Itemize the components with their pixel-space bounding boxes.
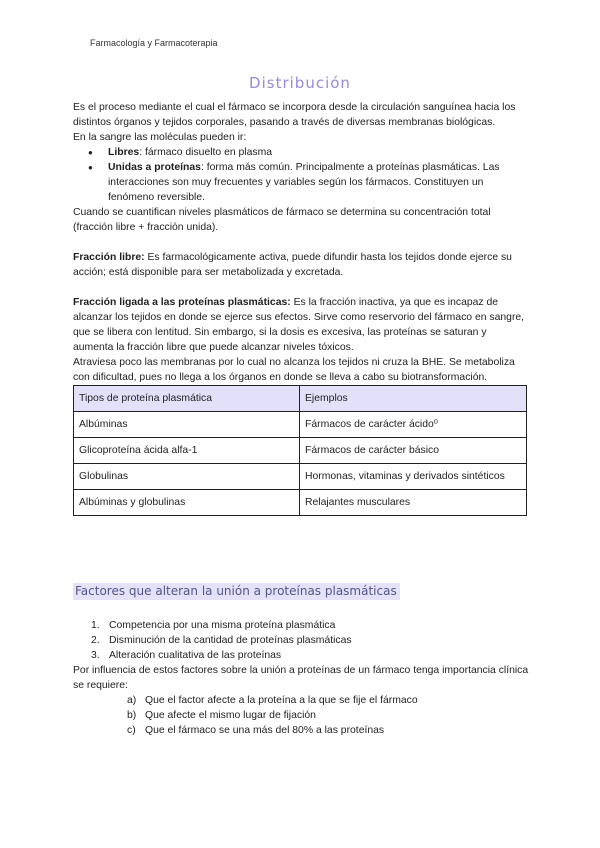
- item-number: 1.: [91, 620, 100, 631]
- table-row: [74, 464, 527, 490]
- fraccion-libre-paragraph: [73, 250, 528, 280]
- table-cell: Glicoproteína ácida alfa-1: [74, 438, 300, 464]
- list-item: [73, 160, 528, 205]
- table-row: [74, 490, 527, 516]
- table-cell: Albúminas y globulinas: [74, 490, 300, 516]
- item-text: Competencia por una misma proteína plasmática: [109, 620, 336, 631]
- intro-paragraph: Es el proceso mediante el cual el fármaco se incorpora desde la circulación sanguínea hacia los distintos órganos y tejidos corporales, pasando a través de diversas membranas biológicas.: [73, 102, 516, 128]
- table-cell: Globulinas: [74, 464, 300, 490]
- factors-section: [73, 618, 533, 738]
- protein-types-table: [73, 385, 527, 516]
- item-text: Que el fármaco se una más del 80% a las proteínas: [145, 725, 385, 736]
- intro-lead: En la sangre las moléculas pueden ir:: [73, 132, 247, 143]
- section-heading: Factores que alteran la unión a proteínas plasmáticas: [73, 583, 400, 600]
- table-cell: Fármacos de carácter ácido⁰: [300, 412, 527, 438]
- list-item: [73, 708, 533, 723]
- item-letter: c): [127, 725, 136, 736]
- item-letter: a): [127, 695, 137, 706]
- table-cell: Hormonas, vitaminas y derivados sintéticos: [300, 464, 527, 490]
- influence-paragraph: Por influencia de estos factores sobre la unión a proteínas de un fármaco tenga importancia clínica se requiere:: [73, 665, 529, 691]
- list-item: [73, 145, 528, 160]
- bullet-term: Libres: [108, 147, 140, 158]
- list-item: [73, 693, 533, 708]
- running-header: Farmacología y Farmacoterapia: [90, 38, 218, 48]
- table-cell: Fármacos de carácter básico: [300, 438, 527, 464]
- list-item: [73, 633, 533, 648]
- table-header-cell: Ejemplos: [300, 386, 527, 412]
- page-title: Distribución: [249, 74, 351, 92]
- list-item: [73, 618, 533, 633]
- item-number: 3.: [91, 650, 100, 661]
- item-text: Disminución de la cantidad de proteínas plasmáticas: [109, 635, 352, 646]
- quantification-paragraph: Cuando se cuantifican niveles plasmáticos de fármaco se determina su concentración total (fracción libre + fracción unida).: [73, 207, 491, 233]
- molecule-states-list: [73, 145, 528, 205]
- fraccion-libre-text: Es farmacológicamente activa, puede difundir hasta los tejidos donde ejerce su acción; está disponible para ser metabolizada y excretada.: [73, 252, 512, 278]
- item-letter: b): [127, 710, 137, 721]
- item-text: Que el factor afecte a la proteína a la que se fije el fármaco: [145, 695, 418, 706]
- bullet-term: Unidas a proteínas: [108, 162, 201, 173]
- fraccion-ligada-paragraph: [73, 295, 528, 355]
- table-row: [74, 412, 527, 438]
- requirements-list: [73, 693, 533, 738]
- bullet-text: : fármaco disuelto en plasma: [139, 147, 273, 158]
- item-text: Que afecte el mismo lugar de fijación: [145, 710, 316, 721]
- bullet-text: : forma más común. Principalmente a proteínas plasmáticas. Las interacciones son muy frecuentes y variables según los fármacos. Constituyen un fenómeno reversible.: [108, 162, 500, 203]
- table-header-cell: Tipos de proteína plasmática: [74, 386, 300, 412]
- fraccion-ligada-text: Es la fracción inactiva, ya que es incapaz de alcanzar los tejidos en donde se ejerce sus efectos. Sirve como reservorio del fármaco en sangre, que se libera con lentitud. Sin embargo, si la dosis es excesiva, las proteínas se saturan y aumenta la fracción libre que puede alcanzar niveles tóxicos.: [73, 297, 525, 353]
- table-header-row: [74, 386, 527, 412]
- factors-list: [73, 618, 533, 663]
- table-cell: Albúminas: [74, 412, 300, 438]
- list-item: [73, 723, 533, 738]
- table-cell: Relajantes musculares: [300, 490, 527, 516]
- fraccion-libre-label: Fracción libre:: [73, 252, 145, 263]
- fraccion-ligada-label: Fracción ligada a las proteínas plasmáticas:: [73, 297, 291, 308]
- table-row: [74, 438, 527, 464]
- item-number: 2.: [91, 635, 100, 646]
- list-item: [73, 648, 533, 663]
- main-body: [73, 100, 528, 516]
- fraccion-ligada-paragraph-2: Atraviesa poco las membranas por lo cual no alcanza los tejidos ni cruza la BHE. Se metaboliza con dificultad, pues no llega a los órganos en donde se lleva a cabo su biotransformación.: [73, 357, 515, 383]
- item-text: Alteración cualitativa de las proteínas: [109, 650, 282, 661]
